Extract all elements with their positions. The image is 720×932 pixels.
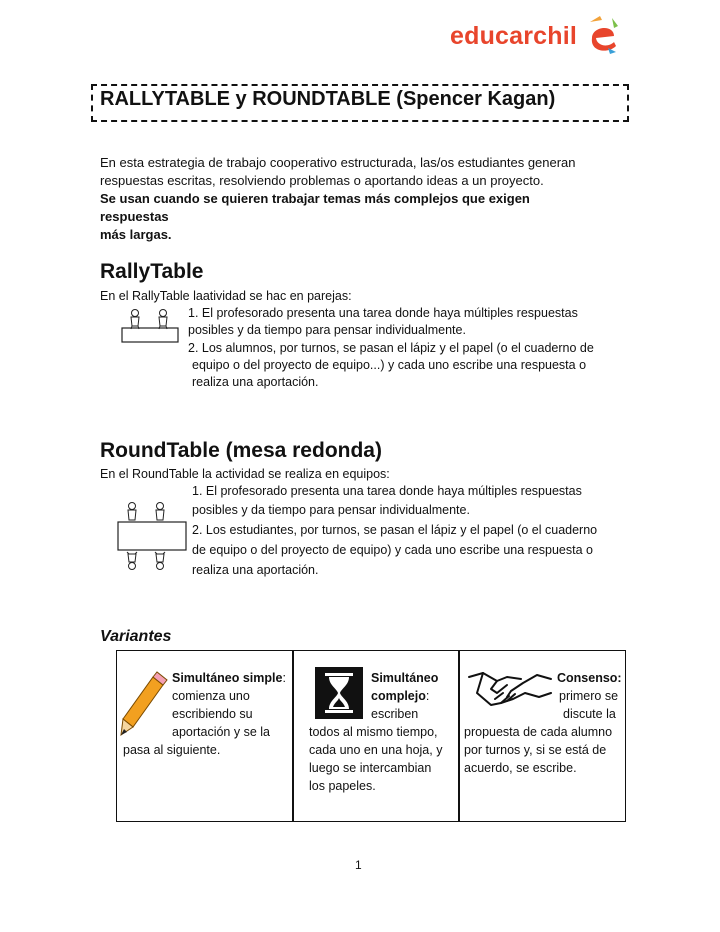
variant-simple-line: escribiendo su (172, 707, 253, 721)
variant-complex-line: luego se intercambian (309, 761, 432, 775)
roundtable-step2-line: 2. Los estudiantes, por turnos, se pasan el lápiz y el papel (o el cuaderno (192, 523, 598, 537)
rallytable-subtitle: En el RallyTable laatividad se hac en parejas: (100, 289, 352, 303)
variants-table (116, 650, 626, 822)
intro-paragraph (100, 154, 600, 244)
table-divider (458, 651, 460, 821)
handshake-icon (467, 669, 553, 711)
hourglass-icon (315, 667, 363, 719)
variant-complex-line: todos al mismo tiempo, (309, 725, 438, 739)
variant-simple-line: pasa al siguiente. (123, 743, 221, 757)
variants-heading: Variantes (100, 628, 172, 645)
rallytable-step2-line: equipo o del proyecto de equipo...) y cada uno escribe una respuesta o (192, 358, 587, 372)
intro-bold-line: más largas. (100, 227, 172, 242)
variant-simple-line: aportación y se la (172, 725, 270, 739)
intro-bold-line: Se usan cuando se quieren trabajar temas más complejos que exigen respuestas (100, 191, 530, 224)
pair-table-icon (120, 306, 182, 344)
brand-logo-text: educarchil (450, 22, 578, 50)
variant-consensus-line: acuerdo, se escribe. (464, 761, 577, 775)
variant-complex-line: cada uno en una hoja, y (309, 743, 443, 757)
roundtable-step2-line: de equipo o del proyecto de equipo) y cada uno escribe una respuesta o (192, 543, 593, 557)
variant-consensus-line: por turnos y, si se está de (464, 743, 607, 757)
page-title: RALLYTABLE y ROUNDTABLE (Spencer Kagan) (100, 88, 556, 110)
roundtable-step2-line: realiza una aportación. (192, 563, 319, 577)
rallytable-heading: RallyTable (100, 260, 204, 283)
roundtable-subtitle: En el RoundTable la actividad se realiza en equipos: (100, 467, 390, 481)
roundtable-step1-line: posibles y da tiempo para pensar individualmente. (192, 503, 470, 517)
team-table-icon (114, 500, 190, 574)
rallytable-step2-line: realiza una aportación. (192, 375, 319, 389)
variant-consensus-line: discute la (563, 707, 616, 721)
rallytable-step2-line: 2. Los alumnos, por turnos, se pasan el lápiz y el papel (o el cuaderno de (188, 341, 594, 355)
intro-line: respuestas escritas, resolviendo problemas o aportando ideas a un proyecto. (100, 173, 544, 188)
table-divider (292, 651, 294, 821)
variant-simple-line: comienza uno (172, 689, 250, 703)
variant-consensus-title: Consenso: (557, 671, 622, 685)
roundtable-step1-line: 1. El profesorado presenta una tarea donde haya múltiples respuestas (192, 484, 582, 498)
page-number: 1 (355, 858, 362, 872)
variant-complex-line: escriben (371, 707, 419, 721)
intro-line: En esta estrategia de trabajo cooperativo estructurada, las/os estudiantes generan (100, 155, 576, 170)
variant-simple-title: Simultáneo simple: (172, 671, 286, 685)
variant-consensus-line: propuesta de cada alumno (464, 725, 613, 739)
educarchile-logo-icon (586, 12, 620, 56)
variant-complex-title: Simultáneo (371, 671, 439, 685)
pencil-icon (119, 671, 169, 737)
rallytable-step1-line: 1. El profesorado presenta una tarea donde haya múltiples respuestas (188, 306, 578, 320)
rallytable-step1-line: posibles y da tiempo para pensar individualmente. (188, 323, 466, 337)
variant-consensus-line: primero se (559, 689, 619, 703)
variant-complex-line: los papeles. (309, 779, 376, 793)
variant-complex-title: complejo: (371, 689, 430, 703)
roundtable-heading: RoundTable (mesa redonda) (100, 439, 382, 462)
